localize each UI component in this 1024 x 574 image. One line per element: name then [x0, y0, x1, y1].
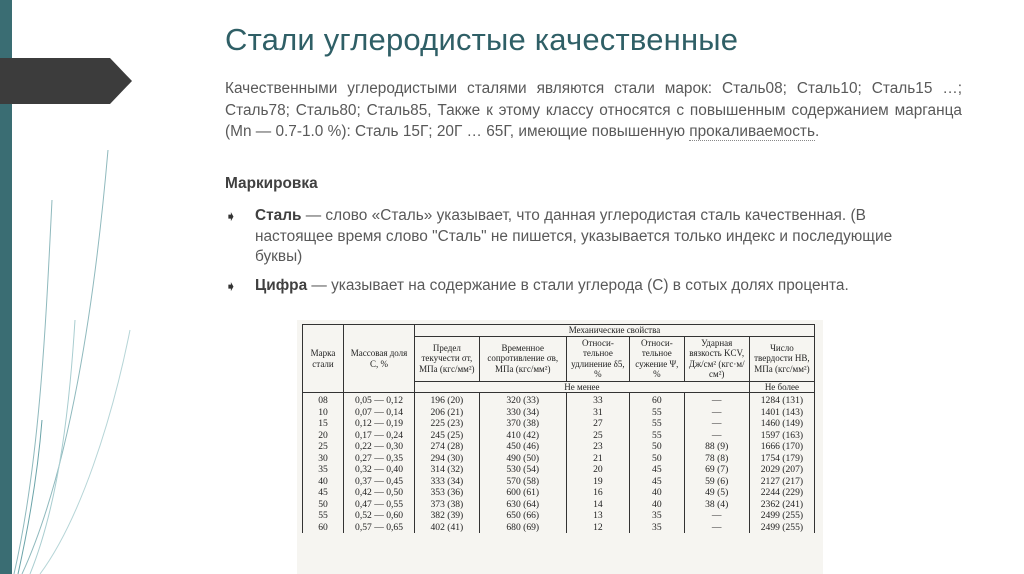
intro-text: Качественными углеродистыми сталями являются стали марок: Сталь08; Сталь10; Сталь15 …; Сталь78; Сталь80; Сталь85, Также к этому классу относятся с повышенным содержанием марганца (Mn — 0.7-1.0 %): Сталь 15Г; 20Г … 65Г, имеющие повышенную: [225, 80, 962, 140]
table-cell: 2029 (207): [749, 464, 814, 476]
table-cell: 370 (38): [479, 418, 566, 430]
table-cell: 1460 (149): [749, 418, 814, 430]
table-row: [303, 430, 815, 442]
header-min-label: Не менее: [415, 381, 750, 393]
header-yield: Предел текучести σт, МПа (кгс/мм²): [415, 336, 480, 381]
table-cell: 630 (64): [479, 499, 566, 511]
table-row: [303, 499, 815, 511]
bullet-term: Сталь: [255, 207, 302, 224]
header-hardness: Число твердости HB, МПа (кгс/мм²): [749, 336, 814, 381]
table-cell: 1284 (131): [749, 393, 814, 407]
table-cell: 0,32 — 0,40: [344, 464, 415, 476]
table-cell: 0,47 — 0,55: [344, 499, 415, 511]
table-cell: 314 (32): [415, 464, 480, 476]
table-cell: 12: [566, 522, 629, 534]
table-cell: 60: [630, 393, 685, 407]
table-cell: 0,22 — 0,30: [344, 441, 415, 453]
table-cell: —: [684, 430, 749, 442]
table-cell: 35: [303, 464, 344, 476]
table-cell: 55: [303, 510, 344, 522]
table-cell: 600 (61): [479, 487, 566, 499]
table-row: [303, 407, 815, 419]
table-cell: 35: [630, 522, 685, 534]
header-carbon: Массовая доля C, %: [344, 325, 415, 393]
table-row: [303, 487, 815, 499]
table-cell: 206 (21): [415, 407, 480, 419]
table-cell: 50: [630, 441, 685, 453]
table-cell: 450 (46): [479, 441, 566, 453]
table-cell: —: [684, 407, 749, 419]
header-max-label: Не более: [749, 381, 814, 393]
table-cell: 2244 (229): [749, 487, 814, 499]
table-cell: 50: [630, 453, 685, 465]
intro-end: .: [814, 123, 820, 140]
header-tensile: Временное сопротивление σв, МПа (кгс/мм²): [479, 336, 566, 381]
table-cell: 20: [566, 464, 629, 476]
intro-paragraph: [225, 78, 962, 143]
table-cell: 33: [566, 393, 629, 407]
table-cell: 196 (20): [415, 393, 480, 407]
table-cell: 59 (6): [684, 476, 749, 488]
table-cell: 0,52 — 0,60: [344, 510, 415, 522]
table-cell: 78 (8): [684, 453, 749, 465]
header-narrowing: Относительное сужение Ψ, %: [630, 336, 685, 381]
table-cell: 45: [630, 464, 685, 476]
table-cell: 50: [303, 499, 344, 511]
table-cell: 530 (54): [479, 464, 566, 476]
table-cell: 274 (28): [415, 441, 480, 453]
bullet-arrow-icon: ➧: [225, 278, 237, 294]
table-cell: 55: [630, 430, 685, 442]
bullet-text: — указывает на содержание в стали углерода (C) в сотых долях процента.: [307, 277, 849, 294]
table-cell: 225 (23): [415, 418, 480, 430]
table-cell: 08: [303, 393, 344, 407]
table-cell: 0,57 — 0,65: [344, 522, 415, 534]
table-cell: 15: [303, 418, 344, 430]
title-arrow-shape: [0, 58, 132, 104]
table-cell: 570 (58): [479, 476, 566, 488]
steel-properties-table: [302, 324, 815, 533]
table-cell: 245 (25): [415, 430, 480, 442]
table-cell: 55: [630, 407, 685, 419]
table-cell: 23: [566, 441, 629, 453]
bullet-arrow-icon: ➧: [225, 208, 237, 224]
table-cell: 69 (7): [684, 464, 749, 476]
table-row: [303, 453, 815, 465]
header-elongation: Относительное удлинение δ5, %: [566, 336, 629, 381]
prokalivaemost-link[interactable]: прокаливаемость: [689, 123, 815, 140]
table-cell: 31: [566, 407, 629, 419]
table-cell: 1597 (163): [749, 430, 814, 442]
header-grade: Марка стали: [303, 325, 344, 393]
table-cell: 55: [630, 418, 685, 430]
table-cell: 49 (5): [684, 487, 749, 499]
table-cell: —: [684, 393, 749, 407]
table-cell: 0,05 — 0,12: [344, 393, 415, 407]
table-cell: 294 (30): [415, 453, 480, 465]
table-cell: 25: [303, 441, 344, 453]
table-cell: 382 (39): [415, 510, 480, 522]
table-cell: 402 (41): [415, 522, 480, 534]
table-cell: 0,17 — 0,24: [344, 430, 415, 442]
table-cell: 25: [566, 430, 629, 442]
table-cell: 353 (36): [415, 487, 480, 499]
table-cell: 410 (42): [479, 430, 566, 442]
table-cell: 1754 (179): [749, 453, 814, 465]
slide-title: Стали углеродистые качественные: [225, 22, 739, 57]
table-row: [303, 464, 815, 476]
table-cell: 2362 (241): [749, 499, 814, 511]
table-row: [303, 393, 815, 407]
table-cell: —: [684, 418, 749, 430]
table-cell: 650 (66): [479, 510, 566, 522]
table-cell: 0,07 — 0,14: [344, 407, 415, 419]
table-cell: 320 (33): [479, 393, 566, 407]
table-cell: —: [684, 522, 749, 534]
table-cell: 330 (34): [479, 407, 566, 419]
table-cell: 40: [630, 499, 685, 511]
table-cell: 2127 (217): [749, 476, 814, 488]
table-cell: 2499 (255): [749, 510, 814, 522]
table-row: [303, 441, 815, 453]
table-cell: 30: [303, 453, 344, 465]
table-cell: 0,12 — 0,19: [344, 418, 415, 430]
table-cell: 16: [566, 487, 629, 499]
table-cell: 14: [566, 499, 629, 511]
table-cell: 60: [303, 522, 344, 534]
table-cell: 35: [630, 510, 685, 522]
table-row: [303, 522, 815, 534]
table-cell: 40: [303, 476, 344, 488]
table-cell: 88 (9): [684, 441, 749, 453]
table-cell: 27: [566, 418, 629, 430]
steel-properties-table-image: [297, 320, 823, 574]
section-heading: Маркировка: [225, 175, 318, 192]
table-cell: 21: [566, 453, 629, 465]
table-cell: 38 (4): [684, 499, 749, 511]
table-cell: 2499 (255): [749, 522, 814, 534]
table-cell: 490 (50): [479, 453, 566, 465]
table-cell: 10: [303, 407, 344, 419]
table-cell: 0,42 — 0,50: [344, 487, 415, 499]
header-mechanical-group: Механические свойства: [415, 325, 815, 337]
table-cell: 680 (69): [479, 522, 566, 534]
table-cell: 0,27 — 0,35: [344, 453, 415, 465]
table-row: [303, 476, 815, 488]
table-cell: 13: [566, 510, 629, 522]
table-cell: 19: [566, 476, 629, 488]
table-row: [303, 418, 815, 430]
table-cell: 40: [630, 487, 685, 499]
table-cell: 373 (38): [415, 499, 480, 511]
table-cell: 333 (34): [415, 476, 480, 488]
bullet-term: Цифра: [255, 277, 308, 294]
header-impact: Ударная вязкость KCV, Дж/см² (кгс·м/см²): [684, 336, 749, 381]
table-cell: 0,37 — 0,45: [344, 476, 415, 488]
table-row: [303, 510, 815, 522]
table-cell: —: [684, 510, 749, 522]
table-cell: 45: [303, 487, 344, 499]
table-cell: 45: [630, 476, 685, 488]
table-cell: 20: [303, 430, 344, 442]
table-cell: 1401 (143): [749, 407, 814, 419]
table-cell: 1666 (170): [749, 441, 814, 453]
bullet-text: — слово «Сталь» указывает, что данная углеродистая сталь качественная. (В настоящее время слово "Сталь" не пишется, указывается только индекс и последующие буквы): [255, 207, 893, 265]
